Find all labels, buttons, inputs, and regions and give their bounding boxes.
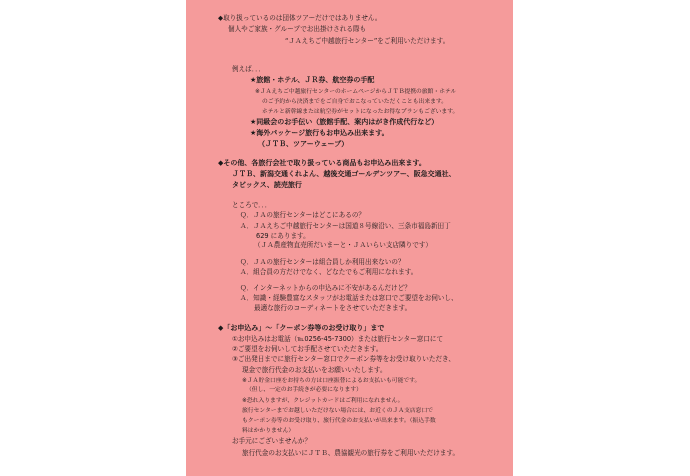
example-note-2: のご予約から決済までをご自身でおこなっていただくことも出来ます。 — [262, 99, 448, 105]
other-agencies-list-2: タビックス、読売旅行 — [232, 181, 302, 189]
faq-answer-1-note: （ＪＡ農産物直売所だいまーと・ＪＡいらい支店隣りです） — [254, 241, 433, 249]
faq-answer-3-cont: 最適な旅行のコーディネートをさせていただきます。 — [254, 304, 412, 312]
process-step-1: ①お申込みはお電話（℡0256-45-7300）または旅行センター窓口にて — [232, 335, 444, 343]
faq-intro: ところで．．． — [232, 201, 272, 209]
example-note-3: ホテルと新幹線または航空券がセットになったお得なプランもございます。 — [262, 109, 459, 115]
process-heading: ◆「お申込み」～「クーポン券等のお受け取り」まで — [218, 324, 385, 332]
voucher-question: お手元にございませんか？ — [232, 437, 312, 445]
process-step-2: ②ご要望をお伺いしてお手配させていただきます。 — [232, 345, 383, 353]
process-step-3-cont: 現金で旅行代金のお支払いをお願いいたします。 — [242, 366, 387, 374]
faq-question-1: Ｑ．ＪＡの旅行センターはどこにあるの？ — [240, 211, 366, 219]
faq-answer-1: Ａ．ＪＡえちご中越旅行センターは国道８号線沿い、三条市福島新田丁 — [240, 222, 451, 230]
intro-line-1: ◆取り扱っているのは団体ツアーだけではありません。 — [218, 14, 382, 22]
process-note-branch-cont: もクーポン券等のお受け取り、旅行代金のお支払いが出来ます。（振込手数 — [242, 418, 436, 424]
faq-answer-3: Ａ．知識・経験豊富なスタッフがお電話または窓口でご要望をお伺いし、 — [240, 294, 458, 302]
voucher-note: 旅行代金のお支払いにＪＴＢ、農協観光の旅行券をご利用いただけます。 — [242, 449, 460, 457]
intro-line-3: “ＪＡえちご中越旅行センター”をご利用いただけます。 — [285, 37, 450, 45]
process-note-branch-fee: 料はかかりません） — [242, 428, 295, 434]
faq-answer-1-address: 629 にあります。 — [256, 232, 310, 240]
example-item-reunion: ★同級会のお手伝い（旅館手配、案内はがき作成代行など） — [250, 118, 439, 126]
process-note-credit: ※恐れ入りますが、クレジットカードはご利用になれません。 — [242, 398, 404, 404]
process-step-3: ③ご出発日までに旅行センター窓口でクーポン券等をお受け取りいただき、 — [232, 355, 455, 363]
process-note-account-cont: （但し、一定のお手続きが必要になります） — [246, 387, 362, 393]
faq-answer-2: Ａ．組合員の方だけでなく、どなたでもご利用になれます。 — [240, 268, 418, 276]
example-note-1: ※ＪＡえちご中越旅行センターのホームページからＪＴＢ提携の旅館・ホテル — [255, 89, 457, 95]
intro-line-2: 個人やご家族・グループでお出掛けされる際も — [228, 25, 367, 33]
other-agencies-heading: ◆その他、各旅行会社で取り扱っている商品もお申込み出来ます。 — [218, 159, 426, 167]
process-note-account: ※ＪＡ貯金口座をお持ちの方は口座振替によるお支払いも可能です。 — [242, 378, 421, 384]
example-item-overseas-brands: （ＪＴＢ、ツアーウェーブ） — [258, 140, 349, 148]
faq-question-2: Ｑ．ＪＡの旅行センターは組合員しか利用出来ないの？ — [240, 258, 405, 266]
example-item-hotel: ★旅館・ホテル、ＪＲ券、航空券の手配 — [250, 76, 375, 84]
other-agencies-list-1: ＪＴＢ、新潟交通くれよん、越後交通ゴールデンツアー、阪急交通社、 — [232, 170, 456, 178]
faq-question-3: Ｑ．インターネットからの申込みに不安があるんだけど？ — [240, 284, 411, 292]
process-note-branch: 旅行センターまでお越しいただけない場合には、お近くのＪＡ支店窓口で — [242, 408, 434, 414]
examples-heading: 例えば．．． — [232, 65, 265, 73]
example-item-overseas: ★海外パッケージ旅行もお申込み出来ます。 — [250, 129, 389, 137]
